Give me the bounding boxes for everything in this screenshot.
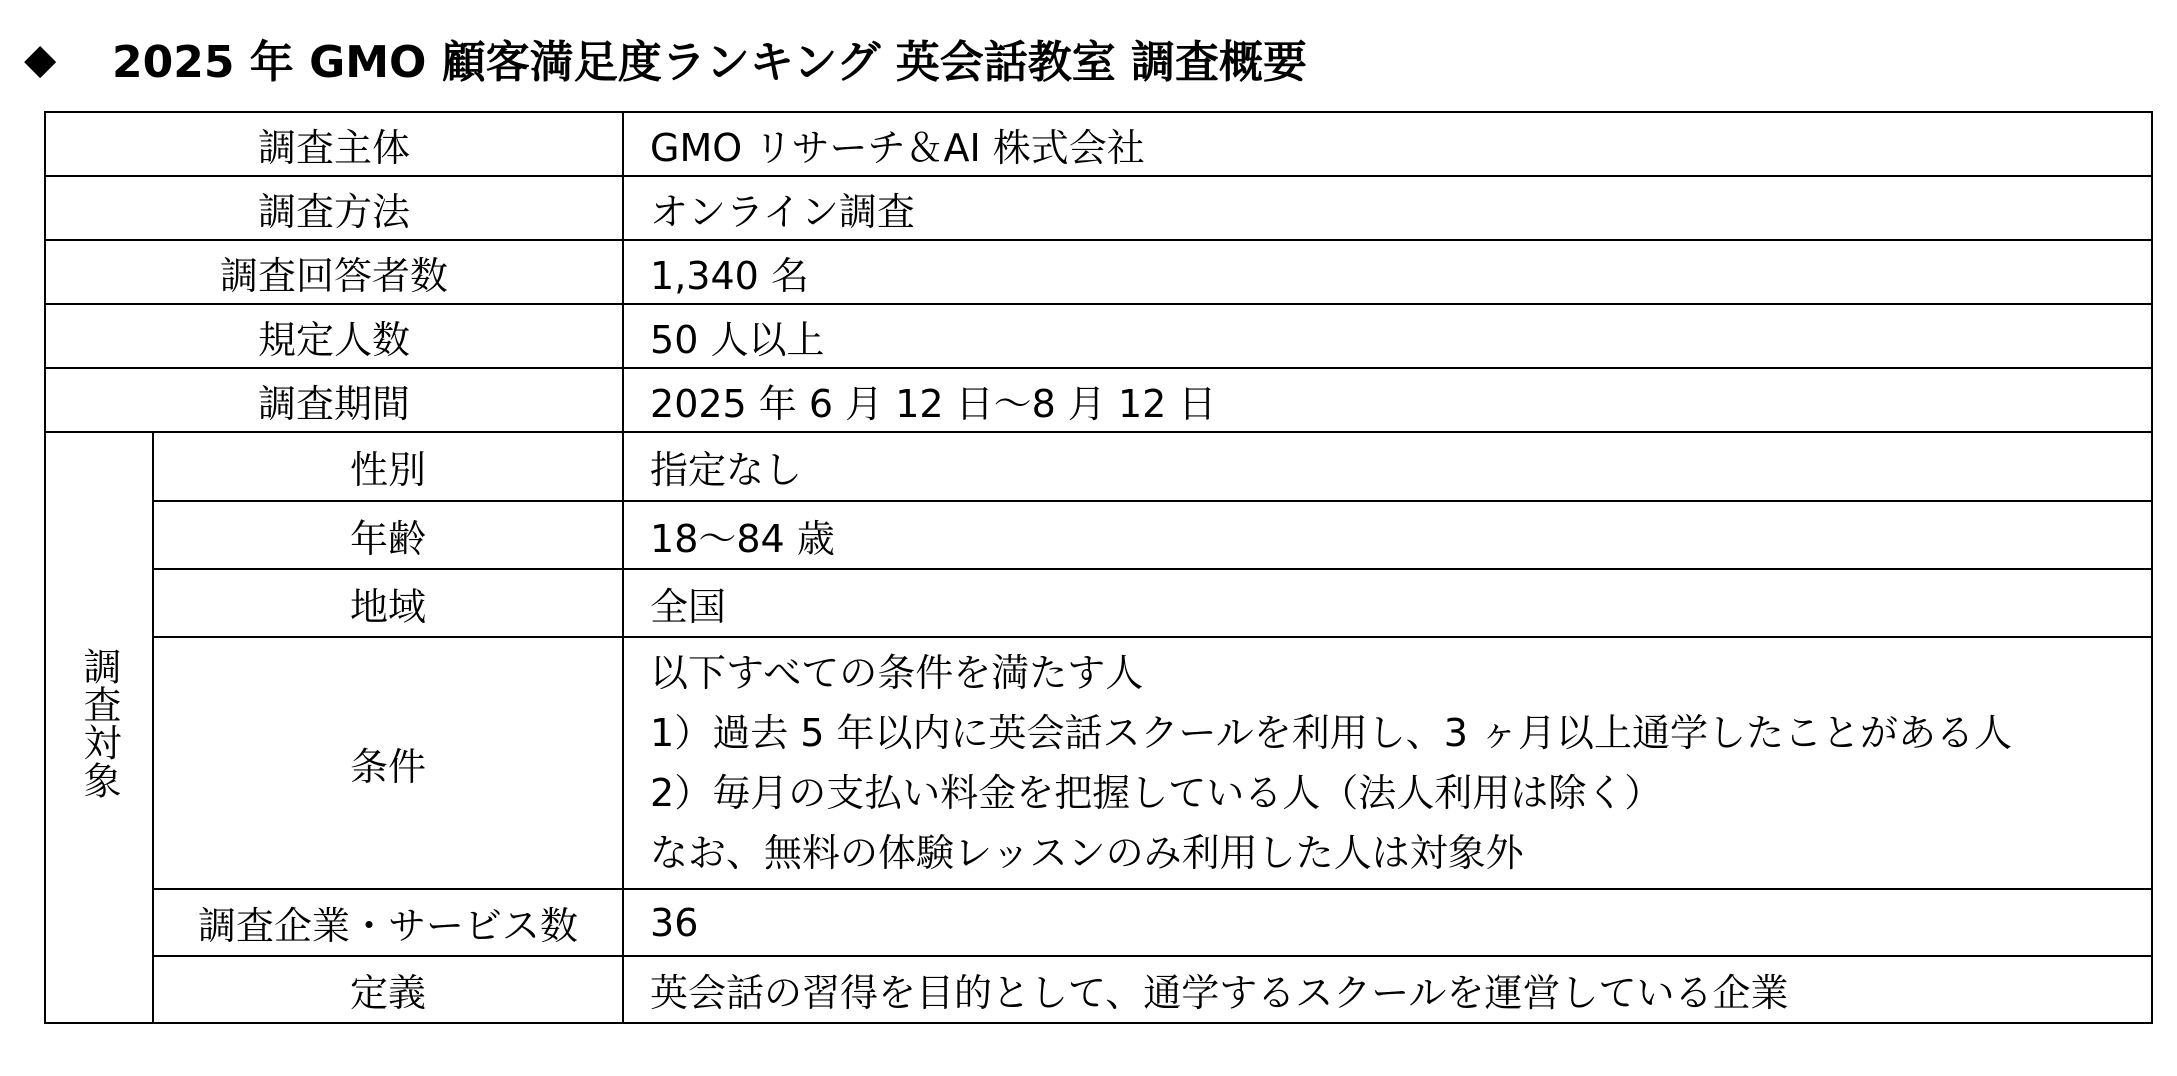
survey-overview-table bbox=[44, 111, 2153, 1024]
companies-label: 調査企業・サービス数 bbox=[153, 889, 623, 956]
table-row bbox=[45, 240, 2152, 304]
conditions-line: なお、無料の体験レッスンのみ利用した人は対象外 bbox=[650, 831, 1524, 875]
page-title: 2025 年 GMO 顧客満足度ランキング 英会話教室 調査概要 bbox=[112, 37, 1308, 88]
conditions-line: 1）過去 5 年以内に英会話スクールを利用し、3 ヶ月以上通学したことがある人 bbox=[650, 711, 2013, 755]
period-label: 調査期間 bbox=[45, 368, 623, 432]
method-value: オンライン調査 bbox=[623, 176, 2152, 240]
page-heading bbox=[24, 18, 1307, 98]
minimum-value: 50 人以上 bbox=[623, 304, 2152, 368]
period-value: 2025 年 6 月 12 日〜8 月 12 日 bbox=[623, 368, 2152, 432]
target-group-cell bbox=[45, 432, 153, 1023]
table-row bbox=[45, 956, 2152, 1023]
age-label: 年齢 bbox=[153, 501, 623, 569]
region-label: 地域 bbox=[153, 569, 623, 637]
method-label: 調査方法 bbox=[45, 176, 623, 240]
diamond-bullet-icon: ◆ bbox=[24, 33, 57, 83]
surveyor-label: 調査主体 bbox=[45, 112, 623, 176]
table-row bbox=[45, 112, 2152, 176]
table-row bbox=[45, 569, 2152, 637]
table-row bbox=[45, 432, 2152, 501]
minimum-label: 規定人数 bbox=[45, 304, 623, 368]
conditions-value bbox=[623, 637, 2152, 889]
companies-value: 36 bbox=[623, 889, 2152, 956]
conditions-line: 以下すべての条件を満たす人 bbox=[650, 651, 1144, 695]
target-group-label: 調査対象 bbox=[77, 647, 121, 799]
table-row bbox=[45, 889, 2152, 956]
respondents-value: 1,340 名 bbox=[623, 240, 2152, 304]
table-row bbox=[45, 304, 2152, 368]
conditions-line: 2）毎月の支払い料金を把握している人（法人利用は除く） bbox=[650, 771, 1663, 815]
definition-value: 英会話の習得を目的として、通学するスクールを運営している企業 bbox=[623, 956, 2152, 1023]
conditions-label: 条件 bbox=[153, 637, 623, 889]
age-value: 18〜84 歳 bbox=[623, 501, 2152, 569]
gender-label: 性別 bbox=[153, 432, 623, 501]
table-row bbox=[45, 501, 2152, 569]
table-row bbox=[45, 176, 2152, 240]
definition-label: 定義 bbox=[153, 956, 623, 1023]
gender-value: 指定なし bbox=[623, 432, 2152, 501]
table-row bbox=[45, 637, 2152, 889]
respondents-label: 調査回答者数 bbox=[45, 240, 623, 304]
table-row bbox=[45, 368, 2152, 432]
region-value: 全国 bbox=[623, 569, 2152, 637]
surveyor-value: GMO リサーチ＆AI 株式会社 bbox=[623, 112, 2152, 176]
